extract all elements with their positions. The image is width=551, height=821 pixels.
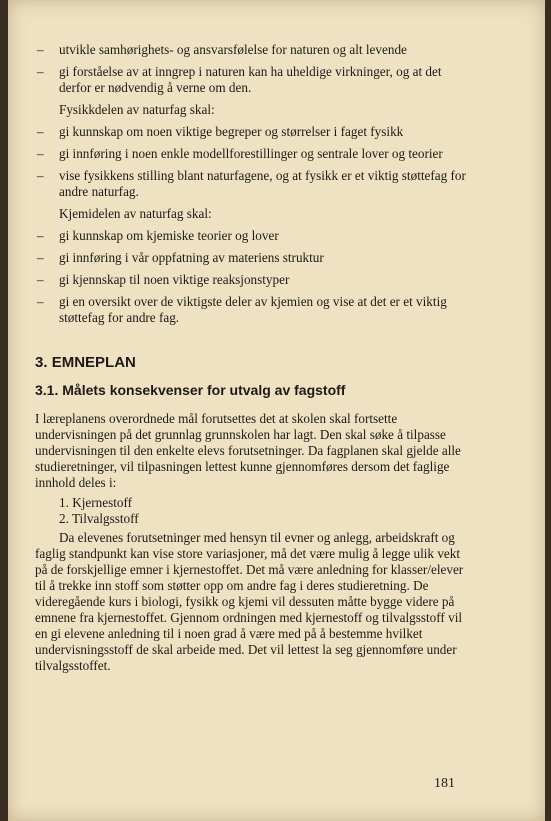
goal-list bbox=[35, 42, 470, 96]
subsection-title: Målets konsekvenser for utvalg av fagstoff bbox=[62, 382, 346, 398]
list-item: – gi forståelse av at inngrep i naturen kan ha uheldige virkninger, og at det derfor er nødvendig å verne om den. bbox=[37, 64, 442, 95]
subsection-number: 3.1. bbox=[35, 382, 59, 398]
page-content bbox=[35, 42, 470, 674]
subsection-heading bbox=[35, 381, 470, 399]
chemistry-list bbox=[35, 228, 470, 326]
dash-marker: – bbox=[37, 64, 44, 79]
dash-marker: – bbox=[37, 294, 44, 309]
body-paragraph: Da elevenes forutsetninger med hensyn til evner og anlegg, arbeidskraft og faglig standpunkt kan vise store variasjoner, må det være mulig å legge ulik vekt på de forskjellige emner i kjernestoffet. Det må være anledning for klasser/elever til å trekke inn stoff som støtter opp om andre fag i deres studieretning. De videregående kurs i biologi, fysikk og kjemi vil dessuten måtte bygge videre på emnene fra kjernestoffet. Gjennom ordningen med kjernestoff og tilvalgsstoff vil en gi elevene anledning til i noen grad å være med på å bestemme hvilket undervisningsstoff de skal arbeide med. Det vil lettest la seg gjennomføre under tilvalgsstoffet. bbox=[35, 530, 464, 673]
list-item: – gi kunnskap om noen viktige begreper og størrelser i faget fysikk bbox=[37, 124, 404, 139]
section-heading bbox=[35, 354, 470, 372]
list-item: 1. Kjernestoff bbox=[59, 495, 133, 510]
section-title: EMNEPLAN bbox=[51, 354, 136, 371]
dash-marker: – bbox=[37, 146, 44, 161]
list-item: – gi innføring i noen enkle modellforestillinger og sentrale lover og teorier bbox=[37, 146, 443, 161]
list-item: – gi innføring i vår oppfatning av materiens struktur bbox=[37, 250, 324, 265]
list-item: 2. Tilvalgsstoff bbox=[59, 511, 139, 526]
dash-marker: – bbox=[37, 124, 44, 139]
dash-marker: – bbox=[37, 168, 44, 183]
dash-marker: – bbox=[37, 250, 44, 265]
physics-heading: Fysikkdelen av naturfag skal: bbox=[59, 102, 215, 117]
list-item: – utvikle samhørighets- og ansvarsfølelse for naturen og alt levende bbox=[37, 42, 407, 57]
chemistry-heading: Kjemidelen av naturfag skal: bbox=[59, 206, 212, 221]
dash-marker: – bbox=[37, 228, 44, 243]
list-item: – vise fysikkens stilling blant naturfagene, og at fysikk er et viktig støttefag for andre naturfag. bbox=[37, 168, 466, 199]
dash-marker: – bbox=[37, 272, 44, 287]
page-number: 181 bbox=[434, 776, 455, 791]
physics-list bbox=[35, 124, 470, 200]
list-item: – gi kjennskap til noen viktige reaksjonstyper bbox=[37, 272, 290, 287]
list-item: – gi en oversikt over de viktigste deler av kjemien og vise at det er et viktig støttefag for andre fag. bbox=[37, 294, 447, 325]
book-page bbox=[8, 0, 545, 821]
dash-marker: – bbox=[37, 42, 44, 57]
list-item: – gi kunnskap om kjemiske teorier og lover bbox=[37, 228, 279, 243]
section-number: 3. bbox=[35, 354, 48, 371]
content-division-list bbox=[35, 495, 470, 527]
body-paragraph: I læreplanens overordnede mål forutsettes det at skolen skal fortsette undervisningen på det grunnlag grunnskolen har lagt. Den skal søke å tilpasse undervisningen til den enkelte elevs forutsetninger. Da fagplanen skal gjelde alle studieretninger, vil tilpasningen lettest kunne gjennomføres dersom det faglige innhold deles i: bbox=[35, 411, 461, 490]
